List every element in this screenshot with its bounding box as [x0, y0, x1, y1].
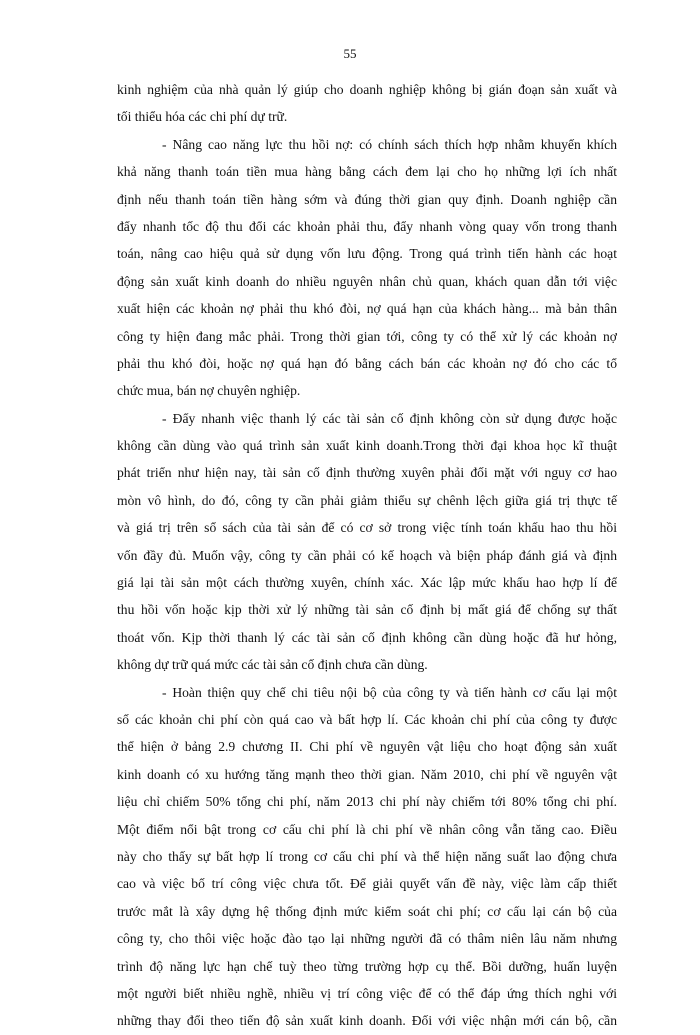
text-line: liệu chỉ chiếm 50% tổng chi phí, năm 2013 chi phí này chiếm tới 80% tổng chi phí. [117, 794, 617, 810]
text-line: cao và việc bố trí công việc chưa tốt. Để giải quyết vấn đề này, việc làm cấp thiết [117, 876, 617, 892]
text-line: xuất hiện các khoản nợ phải thu khó đòi, nợ quá hạn của khách hàng... mà bản thân [117, 301, 617, 317]
text-line: tối thiểu hóa các chi phí dự trữ. [117, 109, 288, 125]
text-line: - Hoàn thiện quy chế chi tiêu nội bộ của công ty và tiến hành cơ cấu lại một [162, 684, 617, 700]
page-number: 55 [343, 46, 357, 61]
text-line: toán, nâng cao hiệu quả sử dụng vốn lưu động. Trong quá trình tiến hành các hoạt [117, 246, 617, 262]
body-text [117, 76, 617, 1035]
text-line: phải thu khó đòi, hoặc nợ quá hạn đó bằng cách bán các khoản nợ đó cho các tổ [117, 355, 617, 371]
text-line: thể hiện ở bảng 2.9 chương II. Chi phí về nguyên vật liệu cho hoạt động sản xuất [117, 739, 617, 755]
text-line: trước mắt là xây dựng hệ thống định mức kiểm soát chi phí; cơ cấu lại cán bộ của [117, 903, 617, 919]
text-line: phát triển như hiện nay, tài sản cố định thường xuyên phải đối mặt với nguy cơ hao [117, 465, 617, 481]
text-line: số các khoản chi phí còn quá cao và bất hợp lí. Các khoản chi phí của công ty được [117, 711, 617, 727]
text-line: những thay đổi theo tiến độ sản xuất kinh doanh. Đối với việc nhận mới cán bộ, cần [117, 1013, 617, 1029]
text-line: động sản xuất kinh doanh do nhiều nguyên nhân chủ quan, khách quan dẫn tới việc [117, 273, 617, 289]
text-line: kinh nghiệm của nhà quản lý giúp cho doanh nghiệp không bị gián đoạn sản xuất và [117, 82, 617, 97]
text-line: khả năng thanh toán tiền mua hàng bằng cách đem lại cho họ những lợi ích nhất [117, 164, 617, 180]
text-line: giá lại tài sản một cách thường xuyên, chính xác. Xác lập mức khấu hao hợp lí để [117, 575, 617, 591]
text-line: mòn vô hình, do đó, công ty cần phải giảm thiểu sự chênh lệch giữa giá trị thực tế [117, 492, 617, 508]
text-line: công ty, cho thôi việc hoặc đào tạo lại những người đã có thâm niên lâu năm nhưng [117, 931, 617, 947]
text-line: đẩy nhanh tốc độ thu đổi các khoản phải thu, đẩy nhanh vòng quay vốn trong thanh [117, 218, 617, 234]
text-line: Một điểm nổi bật trong cơ cấu chi phí là chi phí về nhân công vẫn tăng cao. Điều [117, 821, 617, 837]
text-line: - Nâng cao năng lực thu hồi nợ: có chính sách thích hợp nhằm khuyến khích [162, 136, 617, 152]
text-line: trình độ năng lực hạn chế tuỳ theo từng trường hợp cụ thể. Bồi dưỡng, huấn luyện [117, 958, 617, 974]
text-line: một người biết nhiều nghề, nhiều vị trí công việc để có thể đáp ứng thích nghi với [117, 985, 617, 1001]
text-line: thu hồi vốn hoặc kịp thời xử lý những tài sản cố định bị mất giá để chống sự thất [117, 602, 617, 618]
text-line: này cho thấy sự bất hợp lí trong cơ cấu chi phí và thể hiện năng suất lao động chưa [117, 848, 617, 864]
text-line: - Đẩy nhanh việc thanh lý các tài sản cố định không còn sử dụng được hoặc [162, 410, 617, 426]
text-line: và giá trị trên sổ sách của tài sản để có cơ sở trong việc tính toán khấu hao thu hồi [117, 520, 617, 536]
text-line: công ty hiện đang mắc phải. Trong thời gian tới, công ty có thể xử lý các khoản nợ [117, 328, 617, 344]
text-line: không cần dùng vào quá trình sản xuất kinh doanh.Trong thời đại khoa học kĩ thuật [117, 438, 617, 454]
text-line: chức mua, bán nợ chuyên nghiệp. [117, 383, 301, 399]
text-line: thoát vốn. Kịp thời thanh lý các tài sản cố định không cần dùng hoặc đã hư hỏng, [117, 629, 617, 645]
text-line: vốn đầy đủ. Muốn vậy, công ty cần phải có kế hoạch và biện pháp đánh giá và định [117, 547, 617, 563]
text-line: định nếu thanh toán tiền hàng sớm và đúng thời gian quy định. Doanh nghiệp cần [117, 191, 617, 207]
text-line: kinh doanh có xu hướng tăng mạnh theo thời gian. Năm 2010, chi phí về nguyên vật [117, 766, 617, 782]
text-line: không dự trữ quá mức các tài sản cố định chưa cần dùng. [117, 657, 428, 673]
